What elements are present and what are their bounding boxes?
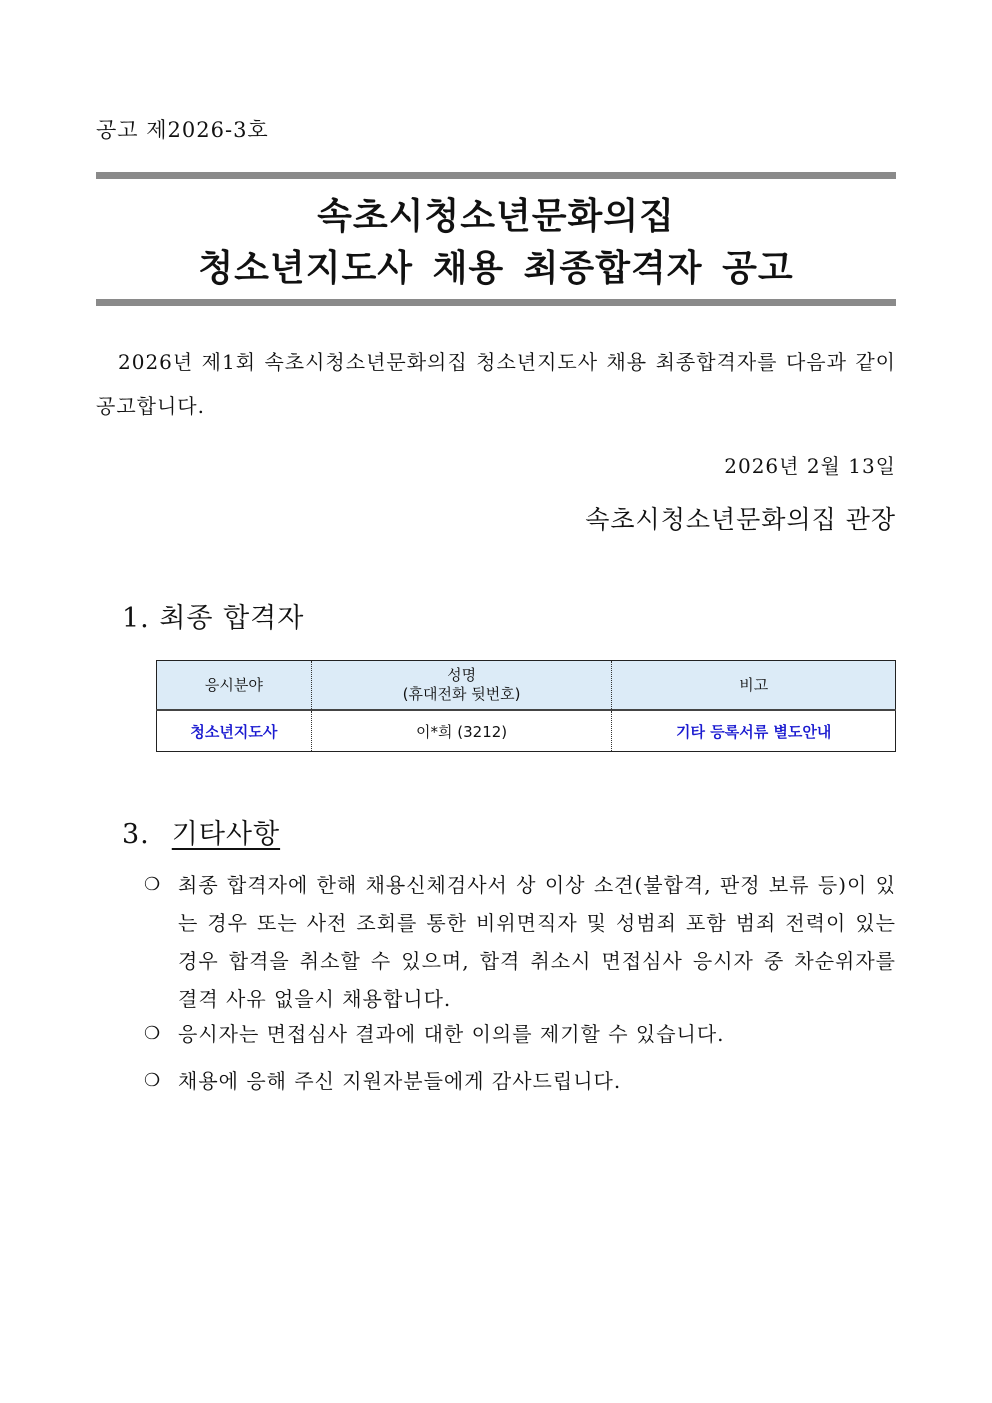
header-field: 응시분야: [157, 661, 312, 711]
header-name-sub: (휴대전화 뒷번호): [402, 685, 521, 703]
list-item-text: 채용에 응해 주신 지원자분들에게 감사드립니다.: [178, 1069, 622, 1093]
notice-number: 공고 제2026-3호: [96, 118, 269, 142]
list-item: [144, 866, 896, 1018]
circle-bullet-icon: ❍: [144, 1070, 162, 1091]
circle-bullet-icon: ❍: [144, 1023, 162, 1044]
circle-bullet-icon: ❍: [144, 874, 162, 895]
document-title-line2: 청소년지도사 채용 최종합격자 공고: [198, 248, 794, 289]
list-item-text: 응시자는 면접심사 결과에 대한 이의를 제기할 수 있습니다.: [178, 1022, 725, 1046]
section3-number: 3.: [122, 819, 150, 850]
issuer-signature: 속초시청소년문화의집 관장: [585, 505, 896, 534]
document-title-line1: 속초시청소년문화의집: [317, 196, 675, 237]
section3-heading: [122, 812, 280, 851]
intro-paragraph: 2026년 제1회 속초시청소년문화의집 청소년지도사 채용 최종합격자를 다음과 같이 공고합니다.: [96, 350, 896, 418]
cell-field: 청소년지도사: [157, 710, 312, 752]
list-item: [144, 1015, 896, 1053]
list-item-text: 최종 합격자에 한해 채용신체검사서 상 이상 소견(불합격, 판정 보류 등)이 있는 경우 또는 사전 조회를 통한 비위면직자 및 성범죄 포함 범죄 전력이 있는 경우 합격을 취소할 수 있으며, 합격 취소시 면접심사 응시자 중 차순위자를 결격 사유 없을시 채용합니다.: [178, 873, 896, 1011]
header-note: 비고: [612, 661, 896, 711]
section3-title: 기타사항: [171, 819, 281, 850]
section1-heading: 1. 최종 합격자: [122, 603, 305, 634]
title-top-rule: [96, 172, 896, 179]
cell-note: 기타 등록서류 별도안내: [612, 710, 896, 752]
notice-date: 2026년 2월 13일: [724, 454, 896, 478]
header-name: [311, 661, 612, 711]
title-bottom-rule: [96, 299, 896, 306]
table-header-row: [157, 661, 896, 711]
list-item: [144, 1062, 896, 1100]
cell-name: 이*희 (3212): [311, 710, 612, 752]
final-candidates-table: [156, 660, 896, 752]
header-name-label: 성명: [447, 666, 477, 684]
table-row: [157, 710, 896, 752]
